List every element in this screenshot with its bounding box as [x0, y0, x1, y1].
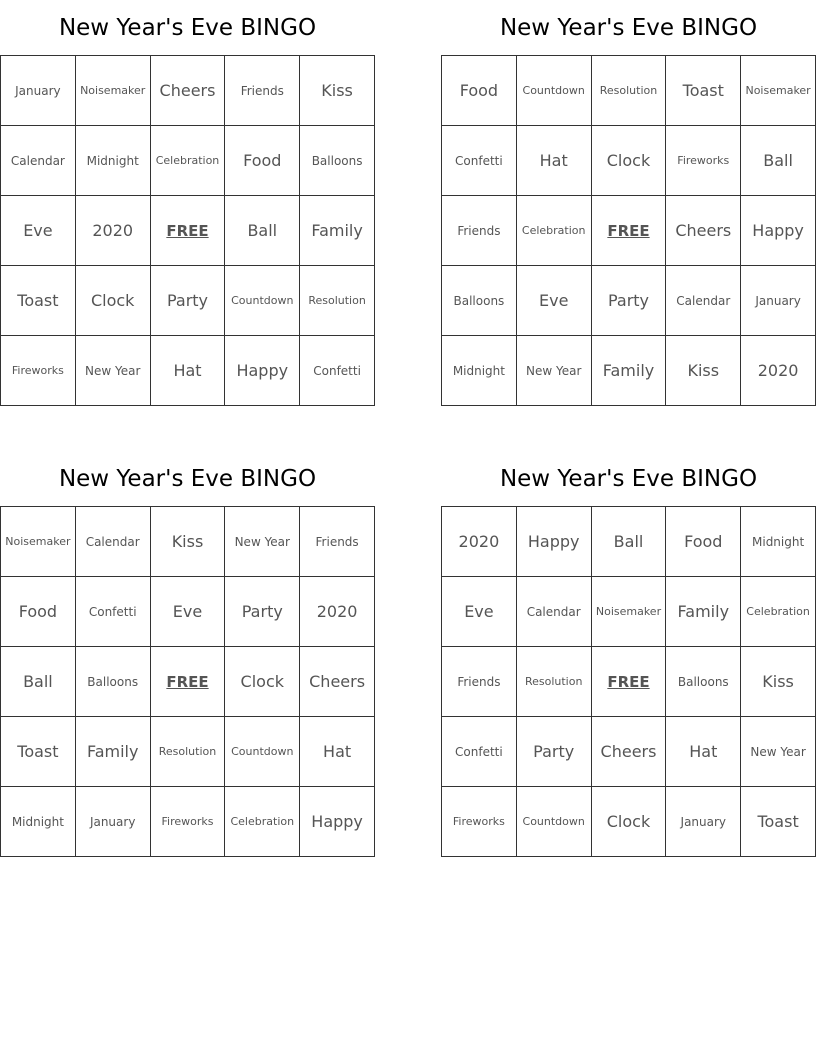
free-space: FREE — [592, 647, 667, 717]
bingo-card-4 — [441, 463, 816, 857]
bingo-cell: Confetti — [300, 336, 375, 406]
bingo-cell: Resolution — [151, 717, 226, 787]
bingo-cell: Happy — [741, 196, 816, 266]
bingo-cell: Confetti — [76, 577, 151, 647]
bingo-cell: Eve — [517, 266, 592, 336]
bingo-cell: Kiss — [300, 56, 375, 126]
bingo-cell: 2020 — [300, 577, 375, 647]
bingo-cell: Noisemaker — [741, 56, 816, 126]
bingo-cell: January — [76, 787, 151, 857]
free-space: FREE — [151, 647, 226, 717]
free-space: FREE — [151, 196, 226, 266]
bingo-cell: New Year — [225, 507, 300, 577]
bingo-cell: Toast — [666, 56, 741, 126]
bingo-cell: Resolution — [300, 266, 375, 336]
card-title: New Year's Eve BINGO — [58, 466, 317, 492]
bingo-cell: Friends — [442, 647, 517, 717]
bingo-cell: Kiss — [151, 507, 226, 577]
bingo-cell: Family — [592, 336, 667, 406]
bingo-cell: Balloons — [76, 647, 151, 717]
bingo-cell: Celebration — [151, 126, 226, 196]
bingo-cell: Eve — [442, 577, 517, 647]
bingo-cell: Confetti — [442, 717, 517, 787]
bingo-cell: Friends — [442, 196, 517, 266]
bingo-cell: Cheers — [151, 56, 226, 126]
bingo-cell: Cheers — [592, 717, 667, 787]
bingo-cell: Hat — [300, 717, 375, 787]
bingo-cell: New Year — [76, 336, 151, 406]
bingo-cell: Resolution — [592, 56, 667, 126]
bingo-cell: Food — [225, 126, 300, 196]
bingo-cell: Ball — [225, 196, 300, 266]
bingo-cell: Happy — [517, 507, 592, 577]
bingo-cell: Hat — [517, 126, 592, 196]
bingo-cell: Eve — [151, 577, 226, 647]
bingo-cell: Celebration — [225, 787, 300, 857]
bingo-cell: Eve — [1, 196, 76, 266]
bingo-cell: January — [741, 266, 816, 336]
bingo-cell: Countdown — [225, 266, 300, 336]
bingo-cell: Calendar — [76, 507, 151, 577]
bingo-cell: Family — [666, 577, 741, 647]
bingo-cell: Countdown — [517, 787, 592, 857]
bingo-card-1 — [0, 12, 375, 406]
bingo-cell: Countdown — [225, 717, 300, 787]
bingo-cell: Family — [76, 717, 151, 787]
bingo-cell: Midnight — [76, 126, 151, 196]
bingo-cell: Party — [151, 266, 226, 336]
bingo-cell: New Year — [741, 717, 816, 787]
bingo-cell: Noisemaker — [76, 56, 151, 126]
bingo-cell: New Year — [517, 336, 592, 406]
bingo-cell: 2020 — [741, 336, 816, 406]
bingo-cell: Noisemaker — [1, 507, 76, 577]
bingo-cell: Food — [666, 507, 741, 577]
bingo-cell: Happy — [225, 336, 300, 406]
bingo-cell: Calendar — [1, 126, 76, 196]
bingo-cell: Happy — [300, 787, 375, 857]
bingo-grid — [441, 506, 816, 857]
bingo-cell: Kiss — [741, 647, 816, 717]
bingo-cell: Toast — [1, 266, 76, 336]
bingo-cell: Food — [442, 56, 517, 126]
bingo-cell: Fireworks — [442, 787, 517, 857]
bingo-cell: Fireworks — [151, 787, 226, 857]
bingo-cell: Clock — [76, 266, 151, 336]
bingo-cell: Cheers — [300, 647, 375, 717]
card-title: New Year's Eve BINGO — [499, 466, 758, 492]
bingo-cell: Friends — [225, 56, 300, 126]
bingo-grid — [441, 55, 816, 406]
free-space: FREE — [592, 196, 667, 266]
bingo-cell: Family — [300, 196, 375, 266]
bingo-cell: Balloons — [442, 266, 517, 336]
bingo-cell: Confetti — [442, 126, 517, 196]
bingo-cell: Ball — [592, 507, 667, 577]
bingo-cell: Clock — [592, 126, 667, 196]
bingo-cell: Cheers — [666, 196, 741, 266]
bingo-cell: Fireworks — [1, 336, 76, 406]
bingo-grid — [0, 506, 375, 857]
bingo-card-2 — [441, 12, 816, 406]
bingo-card-3 — [0, 463, 375, 857]
bingo-cell: Toast — [1, 717, 76, 787]
bingo-cell: Resolution — [517, 647, 592, 717]
bingo-cell: 2020 — [76, 196, 151, 266]
bingo-cell: Ball — [741, 126, 816, 196]
card-title: New Year's Eve BINGO — [499, 15, 758, 41]
bingo-grid — [0, 55, 375, 406]
bingo-cell: Midnight — [442, 336, 517, 406]
bingo-cell: Celebration — [517, 196, 592, 266]
bingo-cell: Fireworks — [666, 126, 741, 196]
bingo-cell: Party — [517, 717, 592, 787]
bingo-cell: Balloons — [300, 126, 375, 196]
bingo-cell: 2020 — [442, 507, 517, 577]
bingo-cell: January — [666, 787, 741, 857]
bingo-cell: Toast — [741, 787, 816, 857]
card-title: New Year's Eve BINGO — [58, 15, 317, 41]
bingo-cell: Party — [225, 577, 300, 647]
bingo-cell: Noisemaker — [592, 577, 667, 647]
bingo-cell: Calendar — [666, 266, 741, 336]
bingo-cell: Party — [592, 266, 667, 336]
bingo-cell: Calendar — [517, 577, 592, 647]
bingo-cell: Celebration — [741, 577, 816, 647]
bingo-cell: Countdown — [517, 56, 592, 126]
bingo-cell: Food — [1, 577, 76, 647]
bingo-cell: Friends — [300, 507, 375, 577]
bingo-cell: Clock — [225, 647, 300, 717]
bingo-cell: Balloons — [666, 647, 741, 717]
bingo-cell: Hat — [666, 717, 741, 787]
bingo-cell: Ball — [1, 647, 76, 717]
bingo-cell: Clock — [592, 787, 667, 857]
bingo-cell: January — [1, 56, 76, 126]
bingo-cell: Midnight — [741, 507, 816, 577]
bingo-cell: Kiss — [666, 336, 741, 406]
bingo-cell: Midnight — [1, 787, 76, 857]
bingo-cell: Hat — [151, 336, 226, 406]
